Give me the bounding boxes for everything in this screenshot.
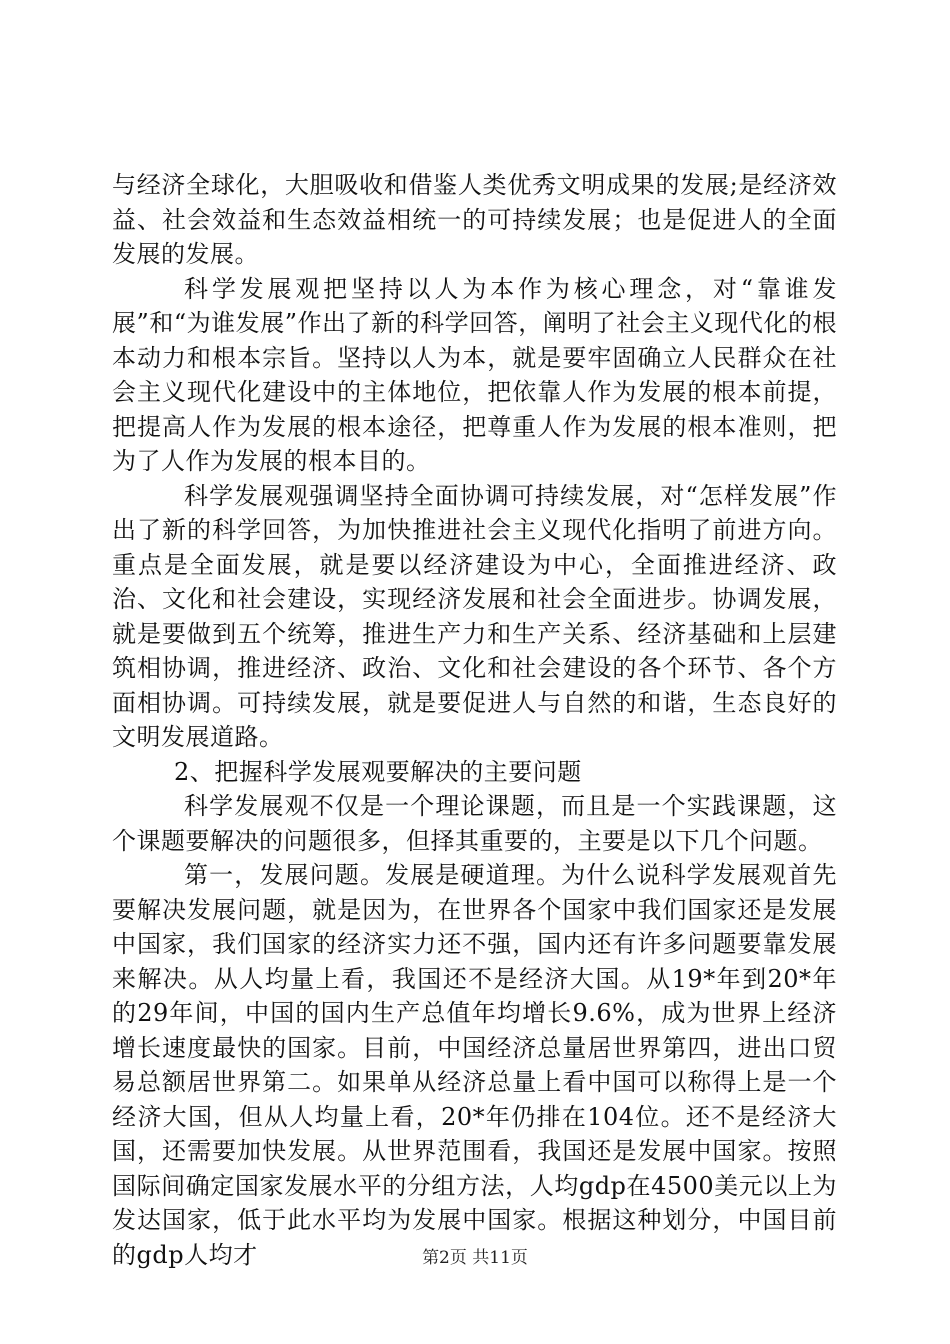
paragraph: 科学发展观不仅是一个理论课题，而且是一个实践课题，这个课题要解决的问题很多，但择其重要的，主要是以下几个问题。 — [112, 792, 837, 855]
paragraph: 科学发展观把坚持以人为本作为核心理念，对“靠谁发展”和“为谁发展”作出了新的科学回答，阐明了社会主义现代化的根本动力和根本宗旨。坚持以人为本，就是要牢固确立人民群众在社会主义现代化建设中的主体地位，把依靠人作为发展的根本前提，把提高人作为发展的根本途径，把尊重人作为发展的根本准则，把为了人作为发展的根本目的。 — [112, 274, 837, 475]
page-footer — [0, 1247, 950, 1269]
document-body — [112, 168, 837, 1272]
paragraph: 与经济全球化，大胆吸收和借鉴人类优秀文明成果的发展;是经济效益、社会效益和生态效益相统一的可持续发展；也是促进人的全面发展的发展。 — [112, 171, 837, 268]
page-number: 第2页 共11页 — [422, 1248, 528, 1268]
paragraph: 科学发展观强调坚持全面协调可持续发展，对“怎样发展”作出了新的科学回答，为加快推进社会主义现代化指明了前进方向。重点是全面发展，就是要以经济建设为中心，全面推进经济、政治、文化和社会建设，实现经济发展和社会全面进步。协调发展，就是要做到五个统筹，推进生产力和生产关系、经济基础和上层建筑相协调，推进经济、政治、文化和社会建设的各个环节、各个方面相协调。可持续发展，就是要促进人与自然的和谐，生态良好的文明发展道路。 — [112, 481, 837, 751]
section-heading: 2、把握科学发展观要解决的主要问题 — [174, 757, 582, 786]
paragraph: 第一，发展问题。发展是硬道理。为什么说科学发展观首先要解决发展问题，就是因为，在世界各个国家中我们国家还是发展中国家，我们国家的经济实力还不强，国内还有许多问题要靠发展来解决。从人均量上看，我国还不是经济大国。从19*年到20*年的29年间，中国的国内生产总值年均增长9.6%，成为世界上经济增长速度最快的国家。目前，中国经济总量居世界第四，进出口贸易总额居世界第二。如果单从经济总量上看中国可以称得上是一个经济大国，但从人均量上看，20*年仍排在104位。还不是经济大国，还需要加快发展。从世界范围看，我国还是发展中国家。按照国际间确定国家发展水平的分组方法，人均gdp在4500美元以上为发达国家，低于此水平均为发展中国家。根据这种划分，中国目前的gdp人均才 — [112, 861, 837, 1269]
